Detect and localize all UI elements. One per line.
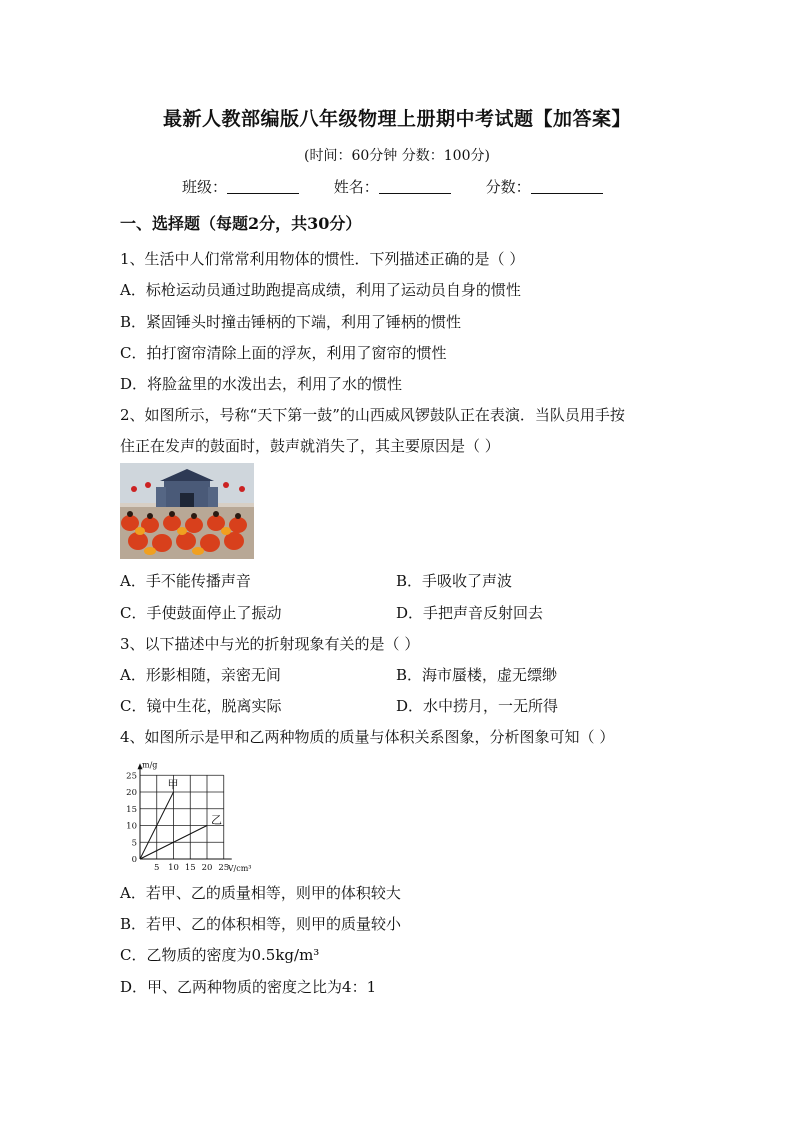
q4-option-d: D．甲、乙两种物质的密度之比为4：1	[120, 978, 377, 996]
y-tick-label: 25	[126, 771, 137, 782]
q3-option-c: C．镜中生花，脱离实际	[120, 697, 282, 715]
q2-option-a: A．手不能传播声音	[120, 572, 251, 590]
x-axis-label: V/cm³	[227, 864, 252, 873]
mass-volume-chart-svg	[118, 755, 268, 873]
mass-volume-graph	[118, 755, 268, 873]
q4-stem: 4、如图所示是甲和乙两种物质的质量与体积关系图象，分析图象可知（ ）	[120, 728, 615, 746]
y-axis-label: m/g	[142, 760, 158, 770]
q3-stem: 3、以下描述中与光的折射现象有关的是（ ）	[120, 635, 420, 653]
q3-option-b: B．海市蜃楼，虚无缥缈	[396, 666, 558, 684]
q2-stem-line2: 住正在发声的鼓面时，鼓声就消失了，其主要原因是（ ）	[120, 437, 500, 455]
name-blank	[379, 179, 451, 194]
name-label: 姓名：	[333, 178, 379, 196]
q3-option-d: D．水中捞月，一无所得	[396, 697, 559, 715]
section-heading: 一、选择题（每题2分，共30分）	[120, 214, 362, 233]
x-tick-label: 25	[218, 863, 230, 873]
class-label: 班级：	[182, 178, 228, 196]
q4-option-a: A．若甲、乙的质量相等，则甲的体积较大	[120, 884, 401, 902]
score-label: 分数：	[485, 178, 531, 196]
series-label: 乙	[211, 813, 222, 827]
drum-team-photo	[120, 463, 254, 559]
q1-option-d: D．将脸盆里的水泼出去，利用了水的惯性	[120, 375, 403, 393]
q4-option-c: C．乙物质的密度为0.5kg/m³	[120, 946, 320, 964]
score-blank	[531, 179, 603, 194]
y-tick-label: 10	[126, 821, 137, 832]
y-tick-label: 5	[131, 838, 137, 849]
q1-option-c: C．拍打窗帘清除上面的浮灰，利用了窗帘的惯性	[120, 344, 447, 362]
y-tick-label: 20	[126, 788, 137, 798]
q2-option-d: D．手把声音反射回去	[396, 604, 544, 622]
x-tick-label: 5	[154, 863, 160, 873]
q2-option-c: C．手使鼓面停止了振动	[120, 604, 282, 622]
q1-option-a: A．标枪运动员通过助跑提高成绩，利用了运动员自身的惯性	[120, 281, 521, 299]
q3-option-a: A．形影相随，亲密无间	[120, 666, 281, 684]
y-tick-label: 15	[126, 804, 137, 815]
q2-option-b: B．手吸收了声波	[396, 572, 513, 590]
x-tick-label: 20	[201, 863, 213, 873]
x-tick-label: 15	[184, 863, 196, 873]
q1-option-b: B．紧固锤头时撞击锤柄的下端，利用了锤柄的惯性	[120, 313, 462, 331]
class-blank	[227, 179, 299, 194]
y-tick-label: 0	[131, 855, 137, 865]
q2-stem-line1: 2、如图所示，号称“天下第一鼓”的山西威风锣鼓队正在表演．当队员用手按	[120, 406, 625, 424]
q4-option-b: B．若甲、乙的体积相等，则甲的质量较小	[120, 915, 402, 933]
x-tick-label: 10	[168, 863, 179, 873]
student-info-row	[182, 176, 633, 197]
series-label: 甲	[167, 778, 179, 791]
page-title: 最新人教部编版八年级物理上册期中考试题【加答案】	[162, 108, 631, 130]
exam-meta: (时间：60分钟 分数：100分)	[304, 148, 490, 164]
q1-stem: 1、生活中人们常常利用物体的惯性．下列描述正确的是（ ）	[120, 250, 525, 268]
